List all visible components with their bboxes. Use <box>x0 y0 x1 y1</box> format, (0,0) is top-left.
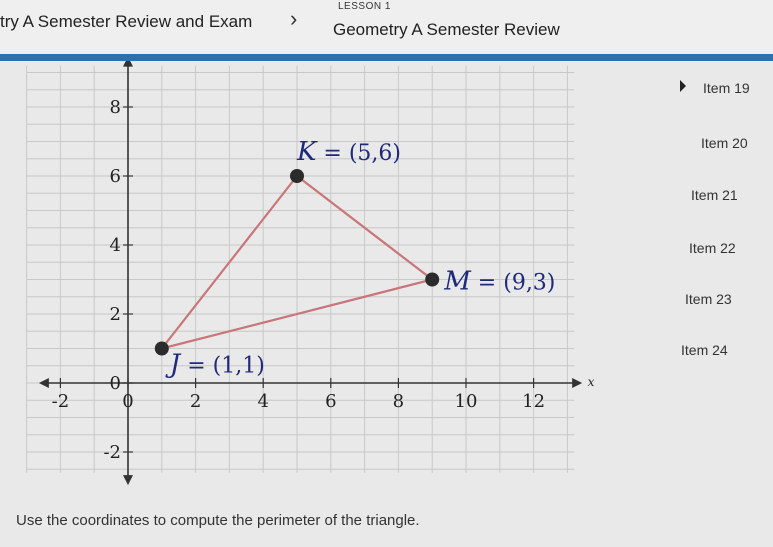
y-tick-label: 4 <box>109 235 121 256</box>
y-tick-label: 2 <box>109 304 121 325</box>
x-tick-label: 0 <box>122 391 134 412</box>
x-axis-label: x <box>587 375 595 389</box>
coordinate-graph <box>0 61 640 501</box>
x-axis-right-arrow-icon <box>572 378 582 388</box>
item-navigation <box>675 70 773 400</box>
x-tick-label: 8 <box>392 391 405 412</box>
header-bar <box>0 0 773 58</box>
x-tick-label: 4 <box>257 391 269 412</box>
point-label-j: J = (1,1) <box>169 349 265 380</box>
sidebar-item-label: Item 21 <box>691 187 738 203</box>
sidebar-item-label: Item 20 <box>701 135 748 151</box>
breadcrumb-chevron-icon: › <box>290 6 298 31</box>
point-label-k: K = (5,6) <box>296 137 402 167</box>
point-m <box>425 273 439 287</box>
point-j <box>155 342 169 356</box>
x-axis-left-arrow-icon <box>39 378 49 388</box>
course-title[interactable]: try A Semester Review and Exam <box>0 12 253 31</box>
header-accent-bar <box>0 54 773 61</box>
y-axis-up-arrow-icon <box>123 61 133 67</box>
y-tick-label: 0 <box>109 373 121 394</box>
y-tick-label: 6 <box>109 166 121 187</box>
x-tick-label: 10 <box>454 391 478 412</box>
x-tick-label: -2 <box>51 391 70 412</box>
y-tick-label: -2 <box>103 442 121 463</box>
sidebar-item-label: Item 23 <box>685 291 732 307</box>
y-axis-down-arrow-icon <box>123 475 133 485</box>
lesson-label: LESSON 1 <box>338 1 391 12</box>
x-tick-label: 6 <box>325 391 337 412</box>
question-text: Use the coordinates to compute the perimeter of the triangle. <box>16 512 420 529</box>
sidebar-item-label: Item 24 <box>681 342 728 358</box>
sidebar-item-label: Item 22 <box>689 240 736 256</box>
point-k <box>290 169 304 183</box>
sidebar-item-label: Item 19 <box>703 80 750 96</box>
x-tick-label: 12 <box>522 391 546 412</box>
point-label-m: M = (9,3) <box>444 266 556 297</box>
y-tick-label: 8 <box>109 97 121 118</box>
unit-title: Geometry A Semester Review <box>333 20 560 39</box>
x-tick-label: 2 <box>189 391 202 412</box>
